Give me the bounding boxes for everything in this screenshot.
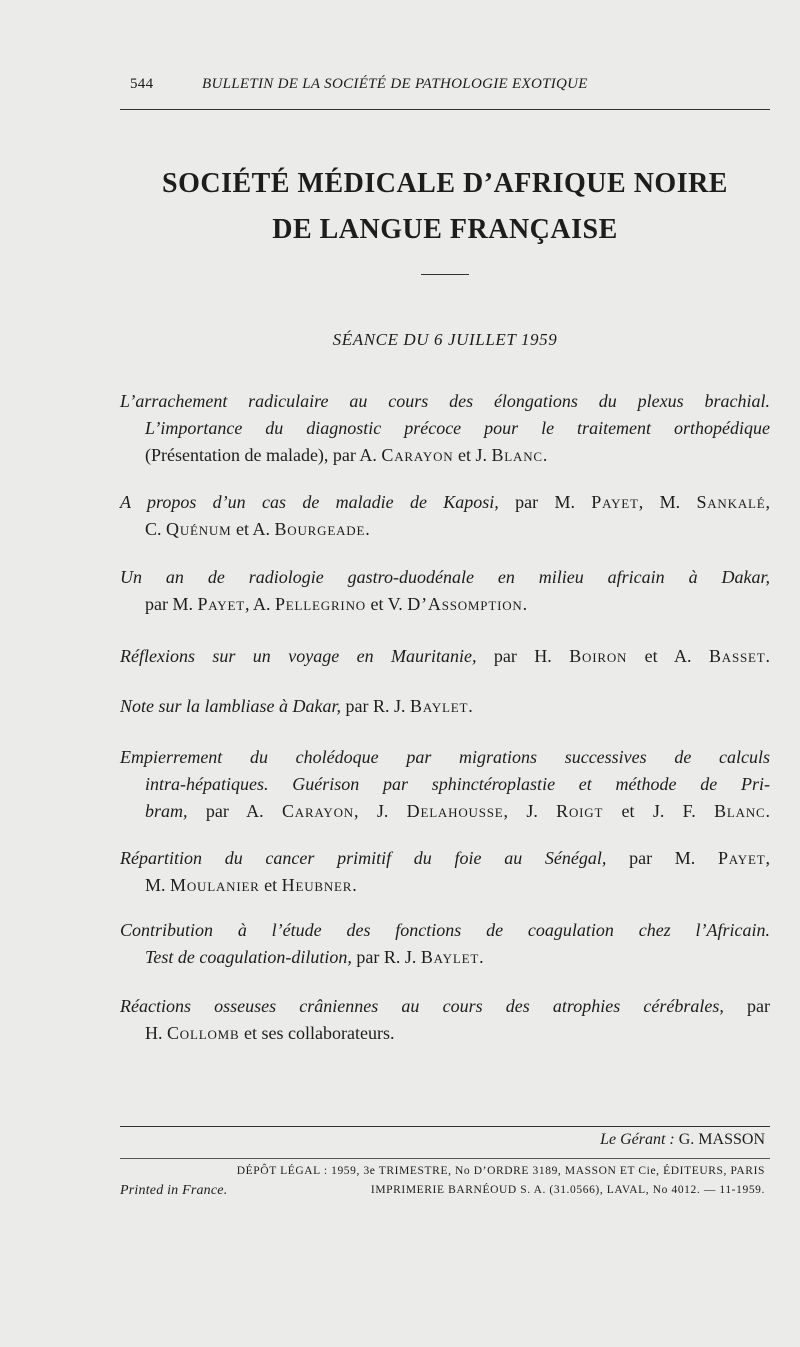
- entry-text: par H.: [476, 646, 570, 666]
- author-name: Carayon: [381, 445, 454, 465]
- entry-title-line: [120, 693, 770, 720]
- entry-text: C.: [145, 519, 167, 539]
- entry-text: .: [522, 594, 528, 614]
- entry-text: par: [723, 996, 770, 1016]
- entry-text: M.: [145, 875, 171, 895]
- entry-text: et J. F.: [603, 801, 715, 821]
- author-name: Payet: [718, 848, 766, 868]
- author-name: Boiron: [569, 646, 628, 666]
- paper-entry-9: [120, 993, 770, 1047]
- entry-text: par M.: [606, 848, 718, 868]
- entry-text: (Présentation de malade), par A.: [145, 445, 382, 465]
- entry-text: , A.: [244, 594, 275, 614]
- entry-text: par R. J.: [351, 947, 421, 967]
- paper-entry-6: [120, 744, 770, 825]
- entry-title-line: Contribution à l’étude des fonctions de coagulation chez l’Africain.: [120, 920, 770, 940]
- author-name: D’Assomption: [407, 594, 523, 614]
- entry-text: par M.: [498, 492, 592, 512]
- entry-title-line: [120, 489, 770, 516]
- society-title-line-1: SOCIÉTÉ MÉDICALE D’AFRIQUE NOIRE: [162, 168, 728, 199]
- header-rule: [120, 109, 770, 110]
- entry-text: .: [365, 519, 370, 539]
- entry-text: .: [352, 875, 357, 895]
- entry-title-line: L’arrachement radiculaire au cours des élongations du plexus brachial.: [120, 391, 770, 411]
- entry-title-line: [120, 993, 770, 1020]
- entry-title: Répartition du cancer primitif du foie au Sénégal,: [120, 848, 607, 868]
- entry-authors-line: [120, 1020, 770, 1047]
- paper-entry-7: [120, 845, 770, 899]
- author-name: Sankalé: [696, 492, 766, 512]
- footer-rule: [120, 1126, 770, 1127]
- entry-authors-line: [120, 944, 770, 971]
- paper-entry-4: [120, 643, 770, 670]
- entry-text: et J.: [453, 445, 492, 465]
- author-name: Collomb: [167, 1023, 240, 1043]
- entry-title-line: [120, 845, 770, 872]
- entry-text: .: [765, 801, 770, 821]
- entry-authors-line: [120, 591, 770, 618]
- entry-text: H.: [145, 1023, 167, 1043]
- author-name: Blanc: [714, 801, 766, 821]
- entry-text: et A.: [231, 519, 275, 539]
- printer-details: IMPRIMERIE BARNÉOUD S. A. (31.0566), LAVAL, No 4012. — 11-1959.: [370, 1184, 765, 1196]
- entry-text: et V.: [365, 594, 408, 614]
- entry-text: par R. J.: [341, 696, 411, 716]
- paper-entry-8: [120, 917, 770, 971]
- entry-title-line: [120, 643, 770, 670]
- entry-authors-line: [120, 516, 770, 543]
- paper-entry-5: [120, 693, 770, 720]
- author-name: Payet: [197, 594, 245, 614]
- journal-title: BULLETIN DE LA SOCIÉTÉ DE PATHOLOGIE EXOTIQUE: [202, 76, 588, 92]
- entry-title: bram,: [145, 801, 188, 821]
- entry-authors-line: [120, 442, 770, 469]
- gerant-line: [120, 1131, 765, 1149]
- author-name: Delahousse: [406, 801, 504, 821]
- entry-text: .: [765, 646, 771, 666]
- session-heading: SÉANCE DU 6 JUILLET 1959: [332, 330, 558, 349]
- entry-text: , M.: [638, 492, 697, 512]
- paper-entry-1: [120, 388, 770, 469]
- author-name: Pellegrino: [275, 594, 366, 614]
- author-name: Payet: [591, 492, 639, 512]
- gerant-name: G. MASSON: [674, 1131, 765, 1148]
- author-name: Blanc: [491, 445, 543, 465]
- entry-text: .: [468, 696, 473, 716]
- entry-title: Test de coagulation-dilution,: [145, 947, 352, 967]
- entry-title-line: Empierrement du cholédoque par migrations successives de calculs: [120, 747, 770, 767]
- author-name: Carayon: [281, 801, 354, 821]
- author-name: Quénum: [166, 519, 232, 539]
- author-name: Moulanier: [170, 875, 260, 895]
- paper-entry-3: [120, 564, 770, 618]
- entry-text: ,: [765, 848, 770, 868]
- author-name: Basset: [708, 646, 766, 666]
- author-name: Heubner: [281, 875, 353, 895]
- imprint-rule: [120, 1158, 770, 1159]
- entry-title-line: intra-hépatiques. Guérison par sphinctéroplastie et méthode de Pri-: [145, 774, 770, 794]
- title-divider: [421, 274, 469, 275]
- entry-text: .: [542, 445, 548, 465]
- legal-deposit-line: DÉPÔT LÉGAL : 1959, 3e TRIMESTRE, No D’ORDRE 3189, MASSON ET Cie, ÉDITEURS, PARIS: [236, 1165, 765, 1177]
- entry-title: Réflexions sur un voyage en Mauritanie,: [120, 646, 477, 666]
- entry-text: et ses collaborateurs.: [239, 1023, 395, 1043]
- author-name: Roigt: [556, 801, 604, 821]
- entry-text: et: [259, 875, 282, 895]
- entry-authors-line: [120, 872, 770, 899]
- entry-text: par M.: [145, 594, 198, 614]
- author-name: Bourgeade: [274, 519, 366, 539]
- entry-text: ,: [765, 492, 770, 512]
- entry-text: et A.: [627, 646, 709, 666]
- entry-text: .: [479, 947, 484, 967]
- entry-text: , J.: [503, 801, 557, 821]
- entry-title: A propos d’un cas de maladie de Kaposi,: [120, 492, 499, 512]
- author-name: Baylet: [420, 947, 480, 967]
- page-number: 544: [130, 76, 154, 92]
- author-name: Baylet: [410, 696, 469, 716]
- paper-entry-2: [120, 489, 770, 543]
- entry-title-line: L’importance du diagnostic précoce pour le traitement orthopédique: [145, 418, 770, 438]
- entry-title-line: Un an de radiologie gastro-duodénale en milieu africain à Dakar,: [120, 567, 770, 587]
- entry-authors-line: [120, 798, 770, 825]
- gerant-label: Le Gérant :: [600, 1131, 675, 1148]
- printed-in-france: Printed in France.: [120, 1183, 228, 1198]
- entry-title: Note sur la lambliase à Dakar,: [120, 696, 342, 716]
- entry-text: , J.: [354, 801, 407, 821]
- printer-line: [120, 1183, 765, 1199]
- entry-title: Réactions osseuses crâniennes au cours des atrophies cérébrales,: [120, 996, 724, 1016]
- entry-text: par A.: [187, 801, 282, 821]
- society-title-line-2: DE LANGUE FRANÇAISE: [272, 214, 618, 245]
